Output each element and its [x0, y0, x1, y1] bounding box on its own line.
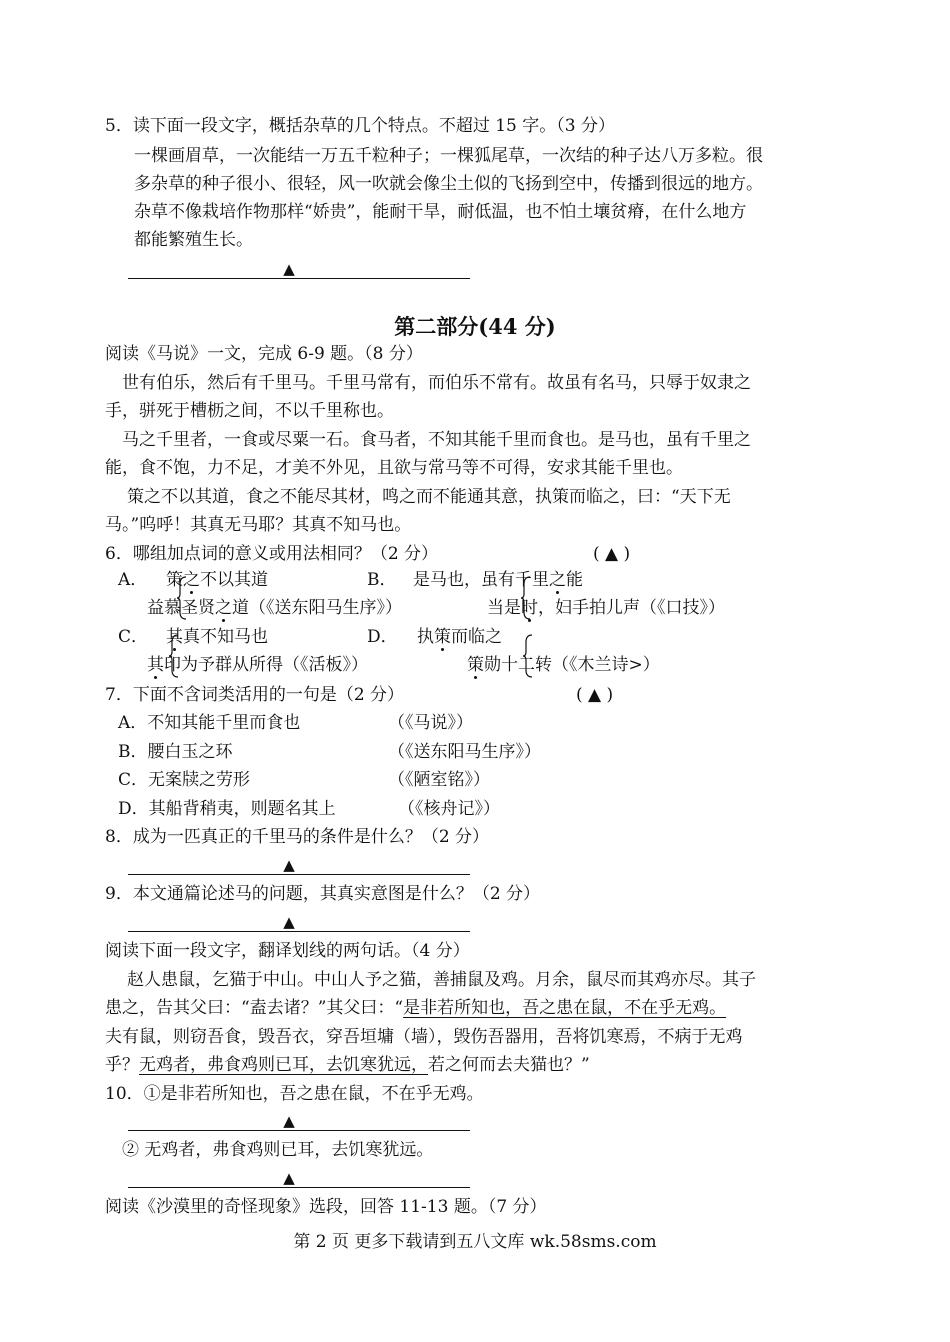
- q6-option-d-line2: 策勋十二转（《木兰诗>）: [467, 655, 660, 675]
- brace-icon: [176, 576, 188, 620]
- answer-line: [128, 1187, 470, 1188]
- q6-option-label: A．: [118, 570, 148, 590]
- q6-option-d-line1: 执策而临之: [417, 627, 502, 647]
- zhao-line: 夫有鼠，则窃吾食，毁吾衣，穿吾垣墉（墙），毁伤吾器用，吾将饥寒焉，不病于无鸡: [105, 1027, 743, 1047]
- answer-line: [128, 931, 470, 932]
- answer-triangle-icon: ▲: [283, 1169, 295, 1187]
- mashuo-line: 世有伯乐，然后有千里马。千里马常有，而伯乐不常有。故虽有名马，只辱于奴隶之: [122, 373, 751, 393]
- mashuo-line: 马之千里者，一食或尽粟一石。食马者，不知其能千里而食也。是马也，虽有千里之: [122, 430, 751, 450]
- mashuo-line: 策之不以其道，食之不能尽其材，鸣之而不能通其意，执策而临之，曰：“天下无: [127, 487, 731, 507]
- q6-option-b-line1: 是马也，虽有千里之能: [413, 570, 583, 590]
- q6-option-c-line1: 其真不知马也: [166, 627, 268, 647]
- q6-option-a-line1: 策之不以其道: [166, 570, 268, 590]
- q9-stem: 9．本文通篇论述马的问题，其真实意图是什么？（2 分）: [105, 884, 541, 904]
- q6-option-b-line2: 当是时，妇手拍儿声（《口技》）: [487, 598, 725, 618]
- mashuo-line: 手，骈死于槽枥之间，不以千里称也。: [105, 401, 394, 421]
- q7-option-source: （《马说》）: [388, 713, 473, 733]
- q5-stem: 5．读下面一段文字，概括杂草的几个特点。不超过 15 字。（3 分）: [105, 116, 615, 136]
- mashuo-intro: 阅读《马说》一文，完成 6-9 题。（8 分）: [105, 344, 423, 364]
- zhao-line: 赵人患鼠，乞猫于中山。中山人予之猫，善捕鼠及鸡。月余，鼠尽而其鸡亦尽。其子: [127, 970, 756, 990]
- q10-stem: 10．①是非若所知也，吾之患在鼠，不在乎无鸡。: [105, 1084, 484, 1104]
- q10-part2: ② 无鸡者，弗食鸡则已耳，去饥寒犹远。: [122, 1140, 434, 1160]
- answer-triangle-icon: ▲: [283, 260, 295, 278]
- part-title: 第二部分(44 分): [394, 314, 556, 339]
- q7-option: D．其船背稍夷，则题名其上: [118, 799, 336, 819]
- q6-stem: 6．哪组加点词的意义或用法相同？（2 分）: [105, 544, 439, 564]
- q7-option: A．不知其能千里而食也: [118, 713, 301, 733]
- shamo-intro: 阅读《沙漠里的奇怪现象》选段，回答 11-13 题。（7 分）: [105, 1197, 547, 1217]
- q7-option: C．无案牍之劳形: [118, 770, 251, 790]
- q7-answer-blank: ( ▲ ): [576, 685, 614, 705]
- q7-option-source: （《送东阳马生序》）: [388, 742, 541, 762]
- brace-icon: [522, 634, 534, 678]
- answer-triangle-icon: ▲: [283, 913, 295, 931]
- q6-option-a-line2: 益慕圣贤之道（《送东阳马生序》）: [147, 598, 402, 618]
- underlined-sentence: 无鸡者，弗食鸡则已耳，去饥寒犹远，: [139, 1055, 428, 1075]
- q6-option-label: B．: [367, 570, 397, 590]
- q7-stem: 7．下面不含词类活用的一句是（2 分）: [105, 685, 405, 705]
- q6-option-label: C．: [118, 627, 149, 647]
- q7-option-source: （《陋室铭》）: [388, 770, 490, 790]
- q6-option-label: D．: [367, 627, 398, 647]
- page-footer: 第 2 页 更多下载请到五八文库 wk.58sms.com: [293, 1232, 657, 1252]
- q7-option: B．腰白玉之环: [118, 742, 233, 762]
- q5-passage-line: 杂草不像栽培作物那样“娇贵”，能耐干旱，耐低温，也不怕土壤贫瘠，在什么地方: [134, 202, 747, 222]
- underlined-sentence: 是非若所知也，吾之患在鼠，不在乎无鸡。: [403, 998, 727, 1018]
- answer-line: [128, 278, 470, 279]
- zhao-line: 乎？无鸡者，弗食鸡则已耳，去饥寒犹远，若之何而去夫猫也？”: [105, 1055, 590, 1075]
- answer-triangle-icon: ▲: [283, 1112, 295, 1130]
- q8-stem: 8．成为一匹真正的千里马的条件是什么？（2 分）: [105, 827, 490, 847]
- mashuo-line: 能，食不饱，力不足，才美不外见，且欲与常马等不可得，安求其能千里也。: [105, 458, 683, 478]
- q6-option-c-line2: 其印为予群从所得（《活板》）: [147, 655, 368, 675]
- zhao-intro: 阅读下面一段文字，翻译划线的两句话。（4 分）: [105, 941, 470, 961]
- q7-option-source: （《核舟记》）: [398, 799, 500, 819]
- brace-icon: [520, 576, 532, 620]
- q5-passage-line: 都能繁殖生长。: [134, 230, 253, 250]
- q5-passage-line: 一棵画眉草，一次能结一万五千粒种子；一棵狐尾草，一次结的种子达八万多粒。很: [134, 146, 763, 166]
- zhao-line: 患之，告其父曰：“盍去诸？”其父曰：“是非若所知也，吾之患在鼠，不在乎无鸡。: [105, 998, 727, 1018]
- q6-answer-blank: ( ▲ ): [593, 544, 631, 564]
- answer-line: [128, 874, 470, 875]
- answer-triangle-icon: ▲: [283, 856, 295, 874]
- brace-icon: [168, 634, 180, 678]
- answer-line: [128, 1130, 470, 1131]
- q5-passage-line: 多杂草的种子很小、很轻，风一吹就会像尘土似的飞扬到空中，传播到很远的地方。: [134, 174, 763, 194]
- mashuo-line: 马。”呜呼！其真无马耶？其真不知马也。: [105, 515, 412, 535]
